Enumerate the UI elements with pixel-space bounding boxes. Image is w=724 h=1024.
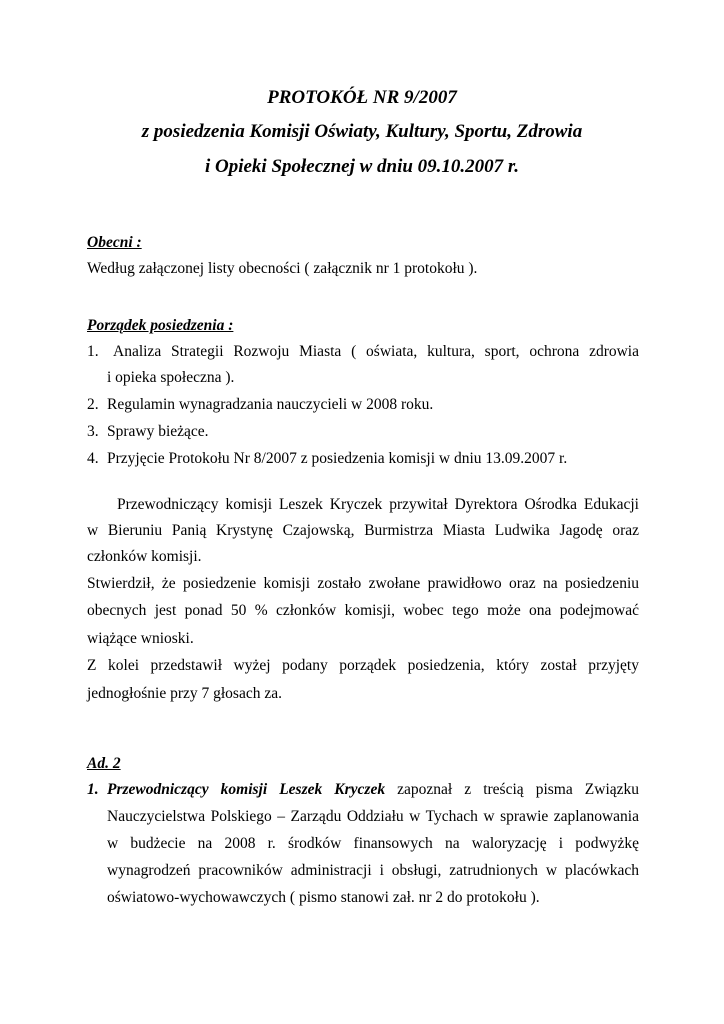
ad2-item-line4: wynagrodzeń pracowników administracji i obsługi, zatrudnionych w placówkach [107,862,639,879]
paragraph-2-line3: wiążące wnioski. [87,630,194,647]
ad2-item-number: 1. [87,781,99,798]
agenda-item-text-cont: i opieka społeczna ). [107,369,235,386]
agenda-item-text: Sprawy bieżące. [107,423,209,440]
paragraph-2-line1: Stwierdził, że posiedzenie komisji zostało zwołane prawidłowo oraz na posiedzeniu [87,575,639,592]
agenda-item-number: 4. [87,450,99,467]
obecni-text: Według załączonej listy obecności ( załącznik nr 1 protokołu ). [87,260,478,277]
document-subtitle-line2: i Opieki Społecznej w dniu 09.10.2007 r. [204,156,520,177]
ad2-heading: Ad. 2 [87,755,121,772]
paragraph-3-line1: Z kolei przedstawił wyżej podany porządek posiedzenia, który został przyjęty [87,657,639,674]
obecni-heading: Obecni : [87,234,142,251]
porzadek-heading: Porządek posiedzenia : [87,317,234,334]
ad2-item-line3: w budżecie na 2008 r. środków finansowych na waloryzację i podwyżkę [107,835,639,852]
agenda-item-number: 3. [87,423,99,440]
ad2-item-lead: Przewodniczący komisji Leszek Kryczek [107,781,386,798]
agenda-item-text: Analiza Strategii Rozwoju Miasta ( oświata, kultura, sport, ochrona zdrowia [113,343,639,360]
ad2-item-line1 [107,782,639,798]
paragraph-1-line3: członków komisji. [87,548,202,565]
paragraph-1-line2: w Bieruniu Panią Krystynę Czajowską, Burmistrza Miasta Ludwika Jagodę oraz [87,522,639,539]
document-title: PROTOKÓŁ NR 9/2007 [267,87,457,108]
ad2-item-line5: oświatowo-wychowawczych ( pismo stanowi zał. nr 2 do protokołu ). [107,889,540,906]
agenda-item-number: 1. [87,343,99,360]
agenda-item-number: 2. [87,396,99,413]
ad2-item-line2: Nauczycielstwa Polskiego – Zarządu Oddziału w Tychach w sprawie zaplanowania [107,808,639,825]
paragraph-3-line2: jednogłośnie przy 7 głosach za. [87,685,282,702]
document-subtitle-line1: z posiedzenia Komisji Oświaty, Kultury, Sportu, Zdrowia [141,121,583,142]
agenda-item-text: Przyjęcie Protokołu Nr 8/2007 z posiedzenia komisji w dniu 13.09.2007 r. [107,450,568,467]
agenda-item-text: Regulamin wynagradzania nauczycieli w 2008 roku. [107,396,434,413]
paragraph-1-line1: Przewodniczący komisji Leszek Kryczek przywitał Dyrektora Ośrodka Edukacji [117,496,639,513]
paragraph-2-line2: obecnych jest ponad 50 % członków komisji, wobec tego może ona podejmować [87,602,639,619]
ad2-item-line1-rest: zapoznał z treścią pisma Związku [397,781,640,798]
